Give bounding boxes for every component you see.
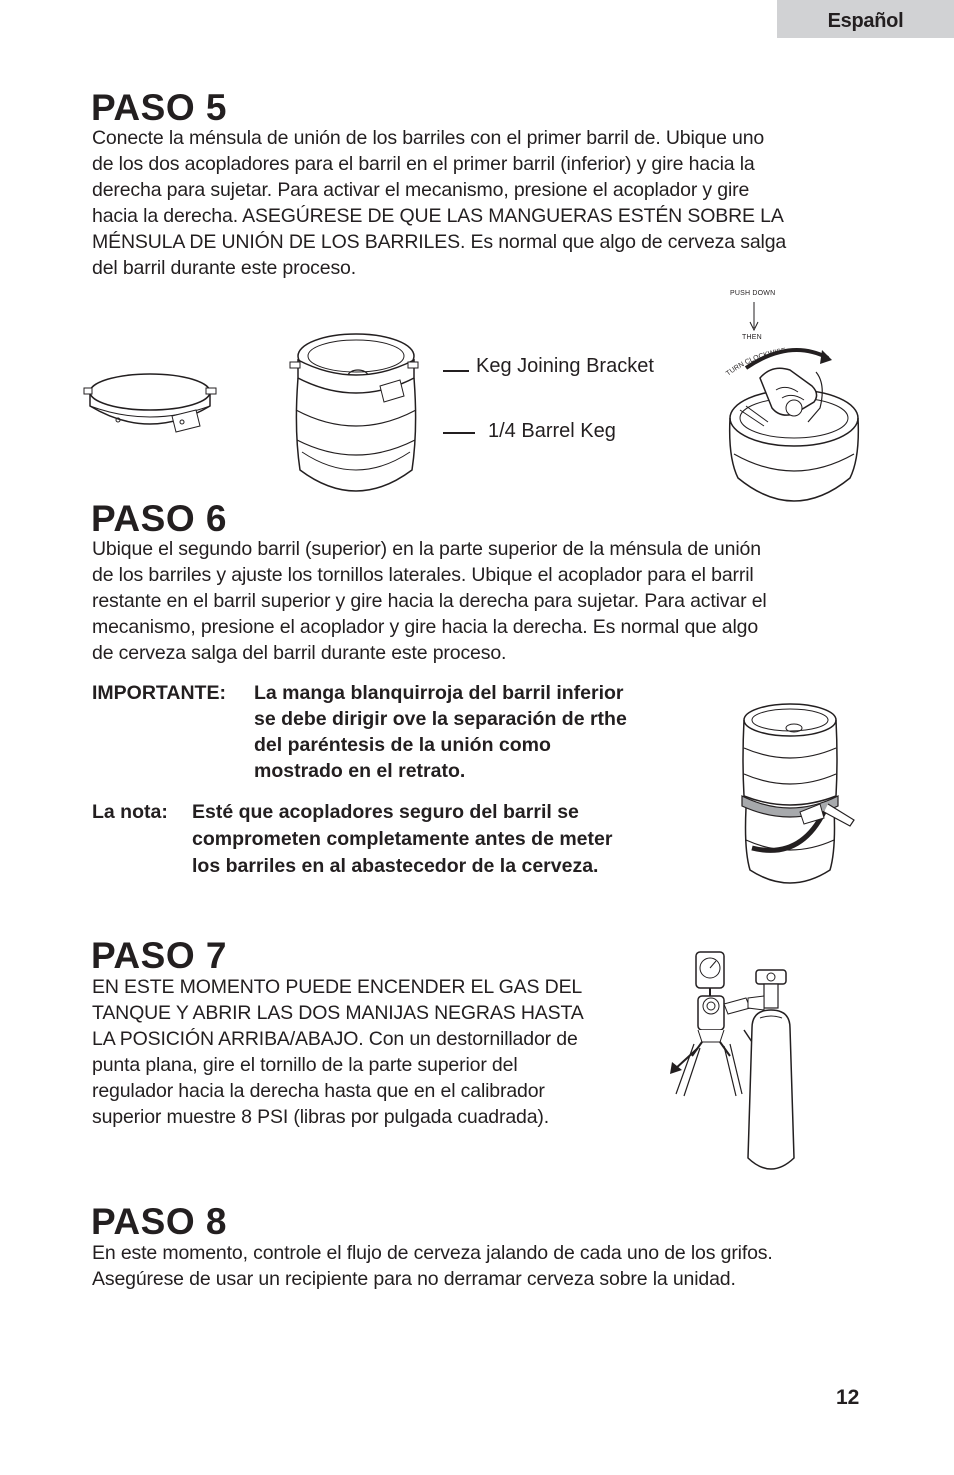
paso6-line: Ubique el segundo barril (superior) en la parte superior de la ménsula de unión bbox=[92, 538, 761, 560]
importante-line: del paréntesis de la unión como bbox=[254, 734, 551, 756]
nota-line: comprometen completamente antes de meter bbox=[192, 828, 613, 850]
paso5-line: derecha para sujetar. Para activar el mecanismo, presione el acoplador y gire bbox=[92, 179, 750, 201]
paso7-heading: PASO 7 bbox=[91, 935, 227, 976]
paso6-line: de los barriles y ajuste los tornillos laterales. Ubique el acoplador para el barril bbox=[92, 564, 754, 586]
paso8-paragraph bbox=[92, 1240, 773, 1292]
paso7-line: TANQUE Y ABRIR LAS DOS MANIJAS NEGRAS HASTA bbox=[92, 1002, 584, 1024]
paso5-line: de los dos acopladores para el barril en el primer barril (inferior) y gire hacia la bbox=[92, 153, 755, 175]
paso6-heading: PASO 6 bbox=[91, 498, 227, 539]
importante-line: mostrado en el retrato. bbox=[254, 760, 466, 782]
page-number: 12 bbox=[836, 1386, 860, 1409]
keg-leader-line bbox=[443, 432, 475, 434]
nota-label: La nota: bbox=[92, 801, 168, 823]
paso7-line: EN ESTE MOMENTO PUEDE ENCENDER EL GAS DEL bbox=[92, 976, 583, 998]
gas-regulator-illustration bbox=[668, 948, 818, 1174]
paso6-line: mecanismo, presione el acoplador y gire hacia la derecha. Es normal que algo bbox=[92, 616, 759, 638]
language-tab: Español bbox=[777, 0, 954, 38]
paso7-paragraph bbox=[92, 974, 584, 1130]
paso5-heading: PASO 5 bbox=[91, 87, 227, 128]
paso7-line: punta plana, gire el tornillo de la parte superior del bbox=[92, 1054, 518, 1076]
paso5-line: Conecte la ménsula de unión de los barriles con el primer barril de. Ubique uno bbox=[92, 127, 765, 149]
keg-bracket-illustration bbox=[84, 350, 224, 440]
turn-clockwise-label: TURN CLOCKWISE bbox=[725, 347, 787, 378]
paso6-paragraph bbox=[92, 536, 767, 666]
paso6-line: de cerveza salga del barril durante este proceso. bbox=[92, 642, 507, 664]
paso8-line: En este momento, controle el flujo de cerveza jalando de cada uno de los grifos. bbox=[92, 1242, 773, 1264]
keg-sleeve-illustration bbox=[740, 700, 860, 886]
paso5-line: hacia la derecha. ASEGÚRESE DE QUE LAS MANGUERAS ESTÉN SOBRE LA bbox=[92, 205, 784, 227]
paso6-line: restante en el barril superior y gire hacia la derecha para sujetar. Para activar el bbox=[92, 590, 767, 612]
bracket-leader-line bbox=[443, 370, 469, 372]
push-down-label: PUSH DOWN bbox=[730, 290, 776, 297]
keg-with-bracket-illustration bbox=[288, 330, 428, 500]
keg-joining-bracket-label: Keg Joining Bracket bbox=[476, 355, 654, 377]
paso7-line: LA POSICIÓN ARRIBA/ABAJO. Con un destornillador de bbox=[92, 1028, 578, 1050]
paso5-line: del barril durante este proceso. bbox=[92, 257, 357, 279]
paso7-line: superior muestre 8 PSI (libras por pulgada cuadrada). bbox=[92, 1106, 550, 1128]
importante-line: se debe dirigir ove la separación de rthe bbox=[254, 708, 627, 730]
coupler-install-illustration bbox=[720, 298, 870, 512]
then-label: THEN bbox=[742, 334, 762, 341]
importante-line: La manga blanquirroja del barril inferior bbox=[254, 682, 624, 704]
paso8-line: Asegúrese de usar un recipiente para no derramar cerveza sobre la unidad. bbox=[92, 1268, 736, 1290]
barrel-keg-label: 1/4 Barrel Keg bbox=[488, 420, 616, 442]
nota-line: los barriles en al abastecedor de la cerveza. bbox=[192, 855, 599, 877]
nota-line: Esté que acopladores seguro del barril se bbox=[192, 801, 579, 823]
importante-label: IMPORTANTE: bbox=[92, 682, 226, 704]
paso5-line: MÉNSULA DE UNIÓN DE LOS BARRILES. Es normal que algo de cerveza salga bbox=[92, 231, 787, 253]
paso5-paragraph bbox=[92, 125, 786, 281]
paso7-line: regulador hacia la derecha hasta que en el calibrador bbox=[92, 1080, 545, 1102]
paso8-heading: PASO 8 bbox=[91, 1201, 227, 1242]
